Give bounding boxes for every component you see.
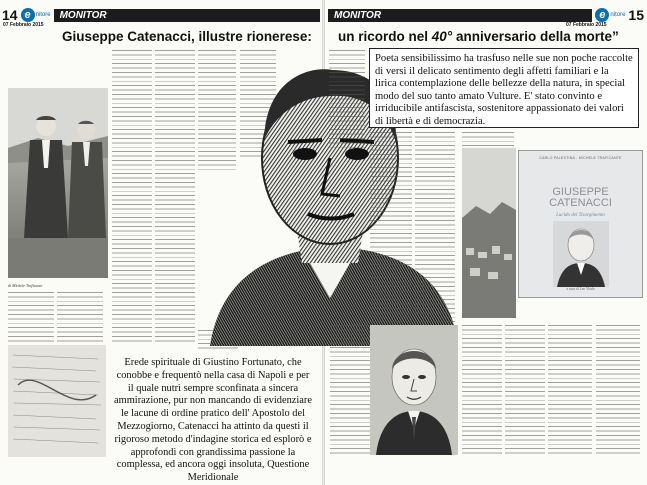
- quote-box-left: Erede spirituale di Giustino Fortunato, che conobbe e frequentò nella casa di Napoli e per il quale nutrì sempre sconfinata a sincera ammirazione, pur non mancando di evidenziare le lacune di ordine pratico dell' Apostolo del Mezzogiorno, Catenacci ha attinto da questi il rigoroso metodo d'indagine storica ed esplorò e approfondì con grandissima passione la complessa, ed ancora oggi insoluta, Questione Meridionale: [108, 354, 318, 458]
- text-column-12: [462, 325, 502, 457]
- text-column-6: [57, 292, 103, 352]
- text-column-1: [112, 50, 152, 345]
- headline-left: [62, 29, 312, 44]
- headline-ordinal: 40°: [431, 29, 453, 44]
- book-cover: [518, 150, 643, 298]
- right-date: 07 Febbraio 2015: [566, 22, 607, 28]
- text-column-15: [596, 325, 640, 457]
- logo-letter: e: [21, 8, 35, 22]
- headline-right: [338, 29, 619, 44]
- text-column-10: [415, 132, 455, 322]
- book-portrait: [553, 221, 609, 287]
- newspaper-logo-right: [595, 8, 625, 22]
- logo-word: nitore: [35, 12, 51, 18]
- headline-part2: un ricordo nel: [338, 29, 429, 44]
- left-page-number: 14: [2, 7, 18, 23]
- text-column-2: [155, 50, 195, 345]
- left-page-header: [2, 5, 320, 25]
- text-column-13: [505, 325, 545, 457]
- right-page-number: 15: [628, 7, 644, 23]
- text-column-11: [462, 132, 514, 147]
- headline-part3: anniversario della morte”: [455, 29, 619, 44]
- right-section-bar: MONITOR: [328, 9, 592, 22]
- newspaper-logo: [21, 8, 51, 22]
- text-column-14: [548, 325, 592, 457]
- text-column-8: [329, 50, 365, 150]
- book-subtitle: Lucido del Tisorgimento: [556, 213, 605, 218]
- logo-word-right: nitore: [610, 12, 626, 18]
- document-image: [8, 345, 106, 457]
- left-date: 07 Febbraio 2015: [3, 22, 44, 28]
- book-curator: a cura di Leo Vitale: [566, 287, 595, 291]
- text-column-9: [370, 132, 412, 327]
- photo-caption: di Michele Traficante: [8, 283, 43, 288]
- portrait-photo: [370, 325, 458, 455]
- left-section-bar: MONITOR: [54, 9, 320, 22]
- town-photo: [462, 148, 516, 318]
- text-column-16: [330, 325, 370, 457]
- headline-part1: Giuseppe Catenacci, illustre rionerese:: [62, 29, 312, 44]
- photo-two-men: [8, 88, 108, 278]
- quote-box-right: Poeta sensibilissimo ha trasfuso nelle sue non poche raccolte di versi il delicato sentimento degli affetti familiari e la lirica contemplazione delle bellezze della natura, in special modo del suo tanto amato Vulture. E' stato convinto e irriducibile antifascista, sostenitore appassionato dei valori di libertà e di democrazia.: [369, 48, 639, 128]
- book-title-line1: GIUSEPPE: [552, 186, 609, 198]
- book-authors: CARLO PALESTINA - MICHELE TRAFICANTE: [539, 156, 622, 160]
- book-title: [519, 187, 642, 209]
- book-title-line2: CATENACCI: [549, 197, 612, 209]
- logo-letter-right: e: [595, 8, 609, 22]
